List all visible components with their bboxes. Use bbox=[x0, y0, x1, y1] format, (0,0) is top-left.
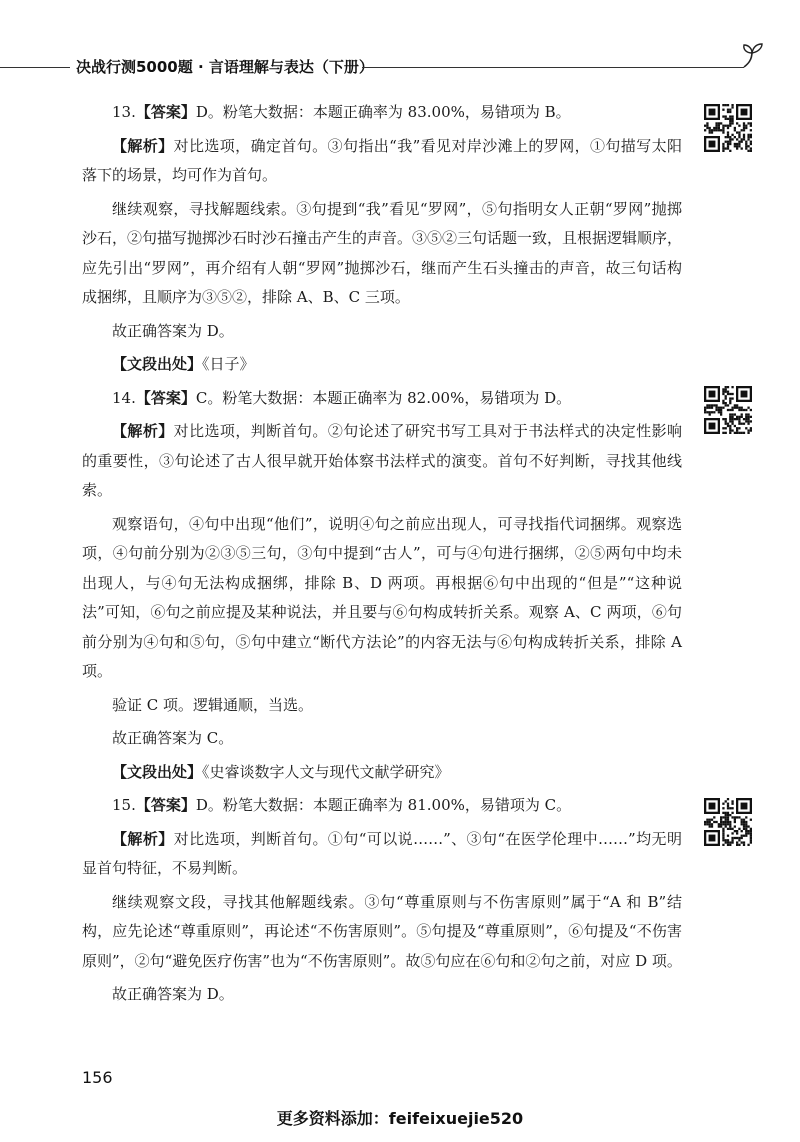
qr-code-icon[interactable] bbox=[704, 104, 752, 152]
answer-text: C。粉笔大数据：本题正确率为 82.00%，易错项为 D。 bbox=[195, 388, 572, 407]
answer-text: D。粉笔大数据：本题正确率为 81.00%，易错项为 C。 bbox=[195, 796, 572, 814]
source-14 bbox=[82, 758, 682, 788]
source-tag: 【文段出处】 bbox=[112, 355, 203, 373]
qr-code-icon[interactable] bbox=[704, 798, 752, 846]
analysis-14 bbox=[82, 417, 682, 506]
source-tag: 【文段出处】 bbox=[112, 762, 203, 781]
answer-tag: 【答案】 bbox=[135, 796, 196, 814]
footer-note: 更多资料添加：feifeixuejie520 bbox=[276, 1109, 524, 1128]
answer-line-15 bbox=[82, 791, 682, 821]
book-title: 决战行测5000题 · 言语理解与表达（下册） bbox=[76, 58, 374, 76]
conclusion-15: 故正确答案为 D。 bbox=[112, 985, 234, 1003]
analysis-15 bbox=[82, 825, 682, 884]
page-number: 156 bbox=[82, 1068, 113, 1087]
analysis-text: 对比选项，判断首句。①句“可以说……”、③句“在医学伦理中……”均无明显首句特征，不易判断。 bbox=[82, 829, 682, 877]
analysis-tag: 【解析】 bbox=[112, 829, 174, 848]
header-rule-right bbox=[362, 67, 744, 68]
analysis-13 bbox=[82, 132, 682, 191]
answer-tag: 【答案】 bbox=[135, 388, 196, 407]
running-header bbox=[0, 50, 800, 84]
verification-14: 验证 C 项。逻辑通顺，当选。 bbox=[112, 695, 314, 714]
question-number: 15. bbox=[112, 796, 136, 814]
body-paragraph: 继续观察，寻找解题线索。③句提到“我”看见“罗网”，⑤句指明女人正朝“罗网”抛掷沙石，②句描写抛掷沙石时沙石撞击产生的声音。③⑤②三句话题一致，且根据逻辑顺序，应先引出“罗网”，再介绍有人朝“罗网”抛掷沙石，继而产生石头撞击的声音，故三句话构成捆绑，且顺序为③⑤②，排除 A、B、C 三项。 bbox=[82, 199, 683, 306]
body-paragraph: 继续观察文段，寻找其他解题线索。③句“尊重原则与不伤害原则”属于“A 和 B”结构，应先论述“尊重原则”，再论述“不伤害原则”。⑤句提及“尊重原则”，⑥句提及“不伤害原则”，②句“避免医疗伤害”也为“不伤害原则”。故⑤句应在⑥句和②句之前，对应 D 项。 bbox=[82, 892, 682, 970]
analysis-text: 对比选项，判断首句。②句论述了研究书写工具对于书法样式的决定性影响的重要性，③句论述了古人很早就开始体察书法样式的演变。首句不好判断，寻找其他线索。 bbox=[82, 422, 682, 499]
answer-line-13 bbox=[82, 98, 682, 128]
header-rule-left bbox=[0, 67, 70, 68]
sprout-icon bbox=[738, 42, 768, 72]
source-text: 《日子》 bbox=[202, 355, 255, 373]
question-number: 14. bbox=[112, 388, 136, 407]
answer-tag: 【答案】 bbox=[135, 103, 196, 121]
source-13 bbox=[82, 350, 682, 380]
answer-text: D。粉笔大数据：本题正确率为 83.00%，易错项为 B。 bbox=[195, 103, 571, 121]
analysis-tag: 【解析】 bbox=[112, 422, 174, 440]
analysis-text: 对比选项，确定首句。③句指出“我”看见对岸沙滩上的罗网，①句描写太阳落下的场景，均可作为首句。 bbox=[82, 136, 682, 184]
analysis-tag: 【解析】 bbox=[112, 136, 174, 155]
question-number: 13. bbox=[112, 103, 136, 121]
source-text: 《史睿谈数字人文与现代文献学研究》 bbox=[202, 762, 450, 781]
body-paragraph: 观察语句，④句中出现“他们”，说明④句之前应出现人，可寻找指代词捆绑。观察选项，④句前分别为②③⑤三句，③句中提到“古人”，可与④句进行捆绑，②⑤两句中均未出现人，与④句无法构成捆绑，排除 B、D 两项。再根据⑥句中出现的“但是”“这种说法”可知，⑥句之前应提及某种说法，并且要与⑥句构成转折关系。观察 A、C 两项，⑥句前分别为④句和⑤句，⑤句中建立“断代方法论”的内容无法与⑥句构成转折关系，排除 A 项。 bbox=[82, 514, 682, 680]
answer-line-14 bbox=[82, 384, 682, 414]
answer-content bbox=[82, 98, 682, 1010]
qr-code-icon[interactable] bbox=[704, 386, 752, 434]
conclusion-13: 故正确答案为 D。 bbox=[112, 321, 234, 340]
conclusion-14: 故正确答案为 C。 bbox=[112, 729, 234, 747]
